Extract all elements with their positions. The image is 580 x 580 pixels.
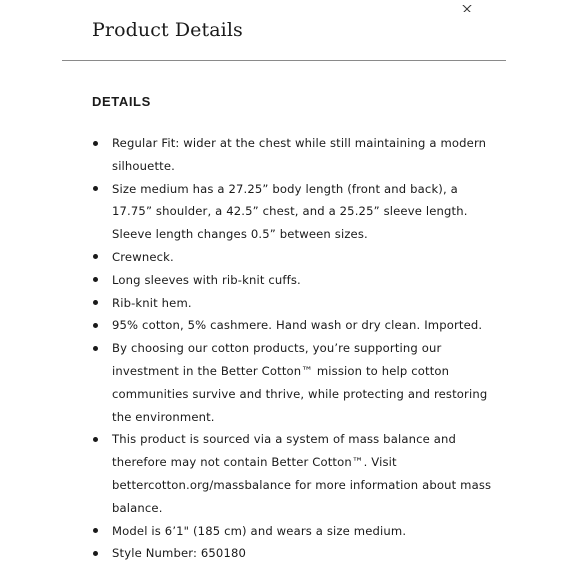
list-item-text: This product is sourced via a system of mass balance and therefore may not contain Better Cotton™. Visit bettercotton.org/massbalance for more information about mass balance. [112, 432, 492, 515]
bullet-icon [93, 346, 98, 351]
list-item [92, 178, 492, 246]
details-heading: DETAILS [92, 94, 151, 109]
bullet-icon [93, 277, 98, 282]
list-item-text: Size medium has a 27.25” body length (front and back), a 17.75” shoulder, a 42.5” chest, and a 25.25” sleeve length. Sleeve length changes 0.5” between sizes. [112, 181, 468, 242]
list-item [92, 337, 492, 428]
bullet-icon [93, 141, 98, 146]
list-item [92, 428, 492, 519]
list-item [92, 246, 492, 269]
bullet-icon [93, 186, 98, 191]
page-title: Product Details [92, 19, 243, 41]
list-item [92, 269, 492, 292]
list-item-text: 95% cotton, 5% cashmere. Hand wash or dry clean. Imported. [112, 318, 483, 333]
title-divider [62, 60, 506, 61]
list-item-text: Crewneck. [112, 249, 174, 264]
bullet-icon [93, 300, 98, 305]
list-item [92, 520, 492, 543]
list-item [92, 314, 492, 337]
list-item-text: Long sleeves with rib-knit cuffs. [112, 272, 301, 287]
list-item [92, 292, 492, 315]
details-list [92, 132, 492, 565]
list-item [92, 132, 492, 178]
list-item-text: By choosing our cotton products, you’re supporting our investment in the Better Cotton™ mission to help cotton communities survive and thrive, while protecting and restoring the environment. [112, 341, 488, 424]
bullet-icon [93, 254, 98, 259]
bullet-icon [93, 437, 98, 442]
bullet-icon [93, 528, 98, 533]
list-item-text: Regular Fit: wider at the chest while still maintaining a modern silhouette. [112, 136, 487, 173]
list-item-text: Rib-knit hem. [112, 295, 192, 310]
bullet-icon [93, 551, 98, 556]
bullet-icon [93, 323, 98, 328]
list-item-text: Model is 6’1" (185 cm) and wears a size medium. [112, 523, 407, 538]
list-item [92, 542, 492, 565]
list-item-text: Style Number: 650180 [112, 546, 247, 561]
close-icon[interactable] [459, 2, 475, 12]
